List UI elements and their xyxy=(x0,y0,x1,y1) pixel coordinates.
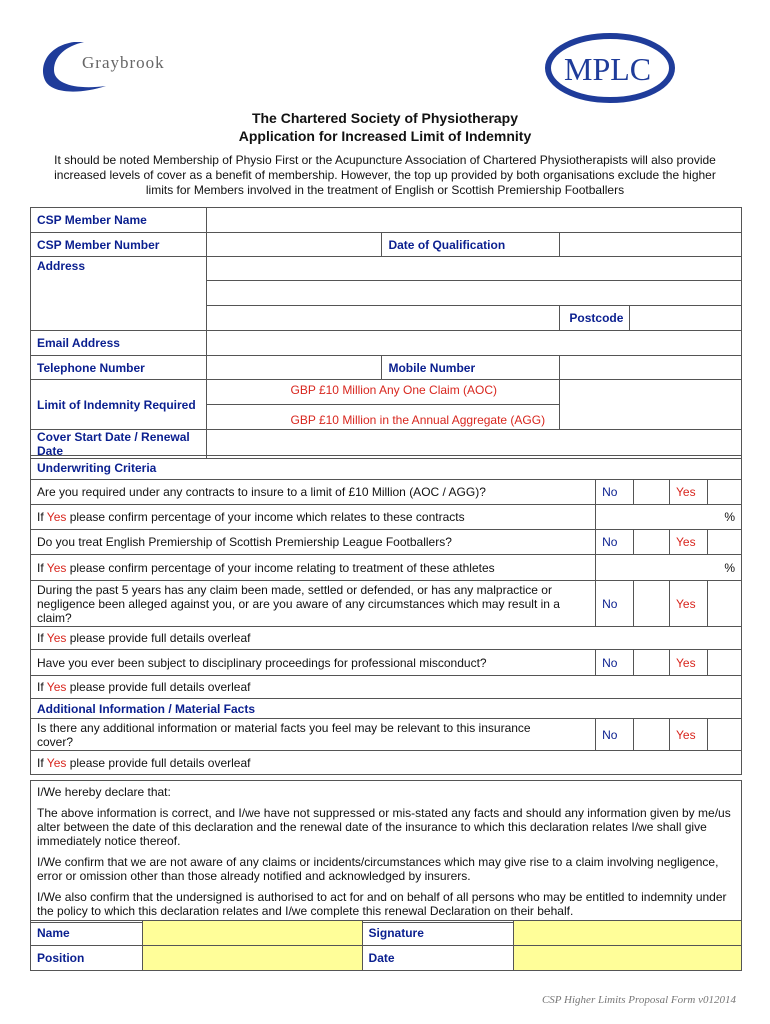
name-label: Name xyxy=(31,921,143,946)
q2-text: Do you treat English Premiership of Scottish Premiership League Footballers? xyxy=(31,530,596,555)
q2-no-checkbox[interactable] xyxy=(634,530,670,555)
email-label: Email Address xyxy=(31,331,207,356)
limit-aoc-option[interactable]: GBP £10 Million Any One Claim (AOC) xyxy=(207,380,560,405)
q3-yes-checkbox[interactable] xyxy=(708,581,742,627)
date-label: Date xyxy=(362,946,514,971)
date-field[interactable] xyxy=(514,946,742,971)
address-line-1[interactable] xyxy=(206,257,742,281)
postcode-label: Postcode xyxy=(560,306,630,331)
mobile-field[interactable] xyxy=(560,356,742,380)
q2-followup: If Yes please confirm percentage of your income relating to treatment of these athletes xyxy=(31,555,596,581)
svg-text:Graybrook: Graybrook xyxy=(82,53,165,72)
member-name-field[interactable] xyxy=(206,208,742,233)
q1-text: Are you required under any contracts to insure to a limit of £10 Million (AOC / AGG)? xyxy=(31,480,596,505)
q5-text: Is there any additional information or material facts you feel may be relevant to this insurance cover? xyxy=(31,719,596,751)
q4-yes-checkbox[interactable] xyxy=(708,650,742,676)
svg-text:MPLC: MPLC xyxy=(564,51,652,87)
q4-followup: If Yes please provide full details overleaf xyxy=(31,676,742,699)
declaration-table xyxy=(30,780,742,923)
declaration-paragraph-1: The above information is correct, and I/we have not suppressed or mis-stated any facts and should any information given by me/us alter between the date of this declaration and the renewal date of the insurance to which this declaration relates I/we shall give immediately notice thereof. xyxy=(37,806,731,848)
declaration-intro: I/We hereby declare that: xyxy=(37,785,171,799)
declaration-paragraph-2: I/We confirm that we are not aware of any claims or incidents/circumstances which may give rise to a claim involving negligence, error or omission other than those already notified and acknowledged by insurers. xyxy=(37,855,719,883)
limit-agg-option[interactable]: GBP £10 Million in the Annual Aggregate (AGG) xyxy=(290,413,546,427)
declaration-box xyxy=(31,781,742,923)
material-heading: Additional Information / Material Facts xyxy=(31,699,742,719)
member-number-field[interactable] xyxy=(206,233,382,257)
footer-version: CSP Higher Limits Proposal Form v012014 xyxy=(541,994,736,1006)
address-line-2[interactable] xyxy=(206,281,742,306)
q3-no-label: No xyxy=(596,581,634,627)
position-label: Position xyxy=(31,946,143,971)
telephone-label: Telephone Number xyxy=(31,356,207,380)
member-name-label: CSP Member Name xyxy=(31,208,207,233)
limit-field[interactable] xyxy=(560,380,742,430)
mplc-logo xyxy=(542,30,682,106)
mobile-label: Mobile Number xyxy=(382,356,560,380)
cover-start-label: Cover Start Date / Renewal Date xyxy=(31,430,207,459)
form-subtitle: Application for Increased Limit of Indemnity xyxy=(238,128,532,144)
q4-text: Have you ever been subject to disciplinary proceedings for professional misconduct? xyxy=(31,650,596,676)
q5-yes-label: Yes xyxy=(670,719,708,751)
address-line-3[interactable] xyxy=(206,306,560,331)
q3-text: During the past 5 years has any claim been made, settled or defended, or has any malpractice or negligence been alleged against you, or are you aware of any circumstances which may result in a claim? xyxy=(31,581,596,627)
graybrook-logo xyxy=(36,36,206,96)
q3-no-checkbox[interactable] xyxy=(634,581,670,627)
member-details-table xyxy=(30,207,742,459)
q2-yes-label: Yes xyxy=(670,530,708,555)
declaration-paragraph-3: I/We also confirm that the undersigned is authorised to act for and on behalf of all persons who may be entitled to indemnity under the policy to which this declaration relates and I/we complete this renewal Declaration on their behalf. xyxy=(37,890,727,918)
q5-yes-checkbox[interactable] xyxy=(708,719,742,751)
signature-label: Signature xyxy=(362,921,514,946)
q1-yes-label: Yes xyxy=(670,480,708,505)
qualification-date-field[interactable] xyxy=(560,233,742,257)
q4-no-checkbox[interactable] xyxy=(634,650,670,676)
q2-yes-checkbox[interactable] xyxy=(708,530,742,555)
q3-yes-label: Yes xyxy=(670,581,708,627)
q2-percent-field[interactable]: % xyxy=(596,555,742,581)
q3-followup: If Yes please provide full details overleaf xyxy=(31,627,742,650)
q5-no-checkbox[interactable] xyxy=(634,719,670,751)
postcode-field[interactable] xyxy=(630,306,742,331)
signoff-table xyxy=(30,920,742,971)
telephone-field[interactable] xyxy=(206,356,382,380)
intro-text: It should be noted Membership of Physio First or the Acupuncture Association of Chartered Physiotherapists will also provide increased levels of cover as a benefit of membership. However, the top up provided by both organisations exclude the higher limits for Members involved in the treatment of English or Scottish Premiership Footballers xyxy=(54,153,716,197)
underwriting-heading: Underwriting Criteria xyxy=(31,456,742,480)
q1-yes-checkbox[interactable] xyxy=(708,480,742,505)
form-title: The Chartered Society of Physiotherapy xyxy=(251,110,519,126)
address-label: Address xyxy=(31,257,207,331)
limit-options xyxy=(206,380,560,430)
q2-no-label: No xyxy=(596,530,634,555)
signature-field[interactable] xyxy=(514,921,742,946)
name-field[interactable] xyxy=(142,921,362,946)
q1-percent-field[interactable]: % xyxy=(596,505,742,530)
email-field[interactable] xyxy=(206,331,742,356)
position-field[interactable] xyxy=(142,946,362,971)
q1-no-checkbox[interactable] xyxy=(634,480,670,505)
q1-followup: If Yes please confirm percentage of your income which relates to these contracts xyxy=(31,505,596,530)
q5-no-label: No xyxy=(596,719,634,751)
q1-no-label: No xyxy=(596,480,634,505)
q4-yes-label: Yes xyxy=(670,650,708,676)
underwriting-table xyxy=(30,455,742,775)
q4-no-label: No xyxy=(596,650,634,676)
qualification-date-label: Date of Qualification xyxy=(382,233,560,257)
member-number-label: CSP Member Number xyxy=(31,233,207,257)
limit-label: Limit of Indemnity Required xyxy=(31,380,207,430)
q5-followup: If Yes please provide full details overleaf xyxy=(31,751,742,775)
